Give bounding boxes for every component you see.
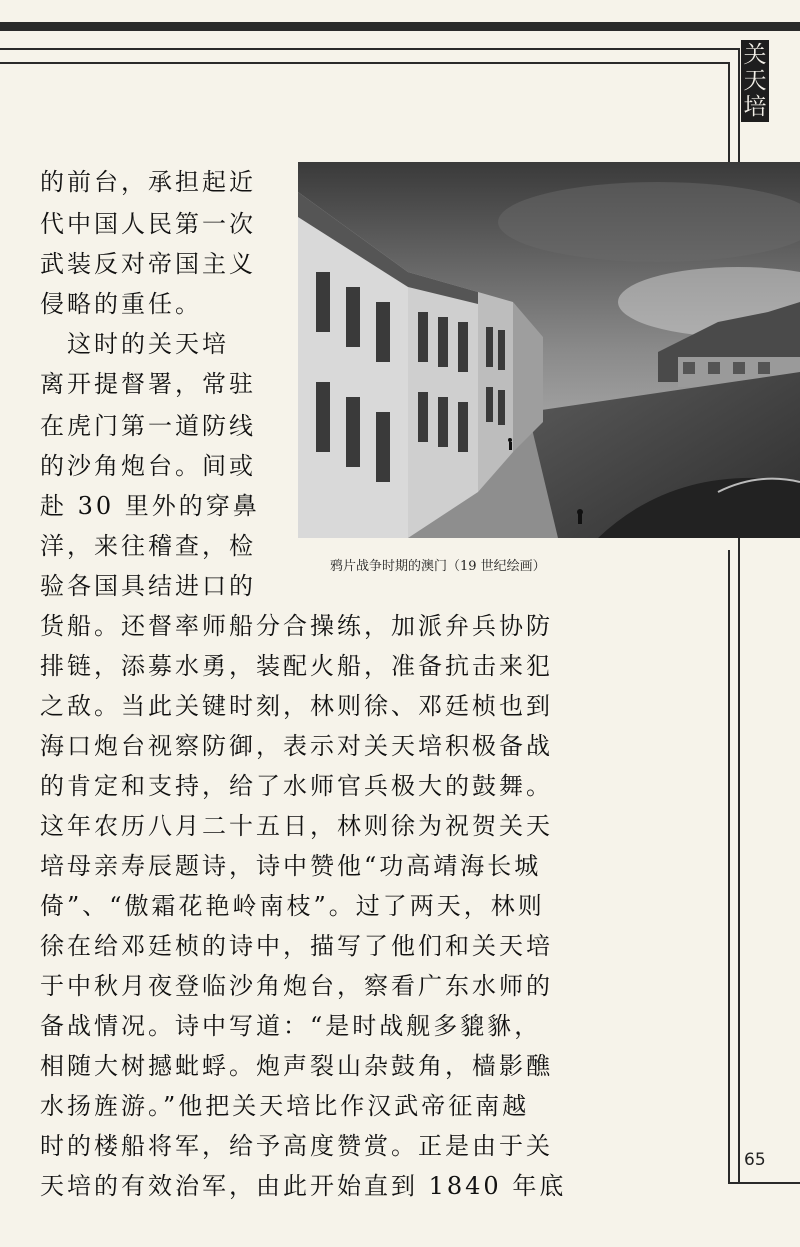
body-text-line: 培母亲寿辰题诗，诗中赞他“功高靖海长城 xyxy=(40,852,542,880)
frame-rule-right-lower-inner xyxy=(728,550,730,1183)
body-text-line: 洋，来往稽查，检 xyxy=(40,532,256,560)
body-text-line: 的前台，承担起近 xyxy=(40,168,256,196)
page-number: 65 xyxy=(744,1150,766,1170)
frame-rule-bottom xyxy=(728,1182,800,1184)
body-text-line: 的沙角炮台。间或 xyxy=(40,452,256,480)
macau-engraving-illustration xyxy=(298,162,800,538)
frame-rule-right xyxy=(738,48,740,162)
body-text-line: 武装反对帝国主义 xyxy=(40,250,256,278)
body-text-line: 时的楼船将军，给予高度赞赏。正是由于关 xyxy=(40,1132,553,1160)
body-text-line: 之敌。当此关键时刻，林则徐、邓廷桢也到 xyxy=(40,692,553,720)
side-tab-char: 关 xyxy=(743,42,767,68)
frame-rule-top xyxy=(0,48,740,50)
body-text-line: 徐在给邓廷桢的诗中，描写了他们和关天培 xyxy=(40,932,553,960)
figure-caption: 鸦片战争时期的澳门（19 世纪绘画） xyxy=(330,559,546,574)
body-text-line: 验各国具结进口的 xyxy=(40,572,256,600)
body-text-line: 天培的有效治军，由此开始直到 1840 年底 xyxy=(40,1172,567,1200)
body-text-line: 海口炮台视察防御，表示对关天培积极备战 xyxy=(40,732,553,760)
body-text-line: 侵略的重任。 xyxy=(40,290,202,318)
frame-rule-top-inner xyxy=(0,62,730,64)
body-text-line: 离开提督署，常驻 xyxy=(40,370,256,398)
body-text-line: 这年农历八月二十五日，林则徐为祝贺关天 xyxy=(40,812,553,840)
body-text-line: 倚”、“傲霜花艳岭南枝”。过了两天，林则 xyxy=(40,892,545,920)
frame-rule-right-lower xyxy=(738,538,740,1183)
side-tab-char: 培 xyxy=(743,94,767,120)
body-text-line: 这时的关天培 xyxy=(40,330,229,358)
body-text-line: 水扬旌游。”他把关天培比作汉武帝征南越 xyxy=(40,1092,530,1120)
body-text-line: 相随大树撼蚍蜉。炮声裂山杂鼓角，樯影醮 xyxy=(40,1052,553,1080)
chapter-side-tab xyxy=(741,40,769,122)
body-text-line: 赴 30 里外的穿鼻 xyxy=(40,492,260,520)
side-tab-char: 天 xyxy=(743,68,767,94)
header-rule xyxy=(0,22,800,31)
body-text-line: 的肯定和支持，给了水师官兵极大的鼓舞。 xyxy=(40,772,553,800)
body-text-line: 在虎门第一道防线 xyxy=(40,412,256,440)
body-text-line: 排链，添募水勇，装配火船，准备抗击来犯 xyxy=(40,652,553,680)
frame-rule-right-inner xyxy=(728,62,730,162)
body-text-line: 备战情况。诗中写道：“是时战舰多貔貅， xyxy=(40,1012,542,1040)
macau-engraving-image xyxy=(298,162,800,538)
body-text-line: 代中国人民第一次 xyxy=(40,210,256,238)
body-text-line: 货船。还督率师船分合操练，加派弁兵协防 xyxy=(40,612,553,640)
body-text-line: 于中秋月夜登临沙角炮台，察看广东水师的 xyxy=(40,972,553,1000)
